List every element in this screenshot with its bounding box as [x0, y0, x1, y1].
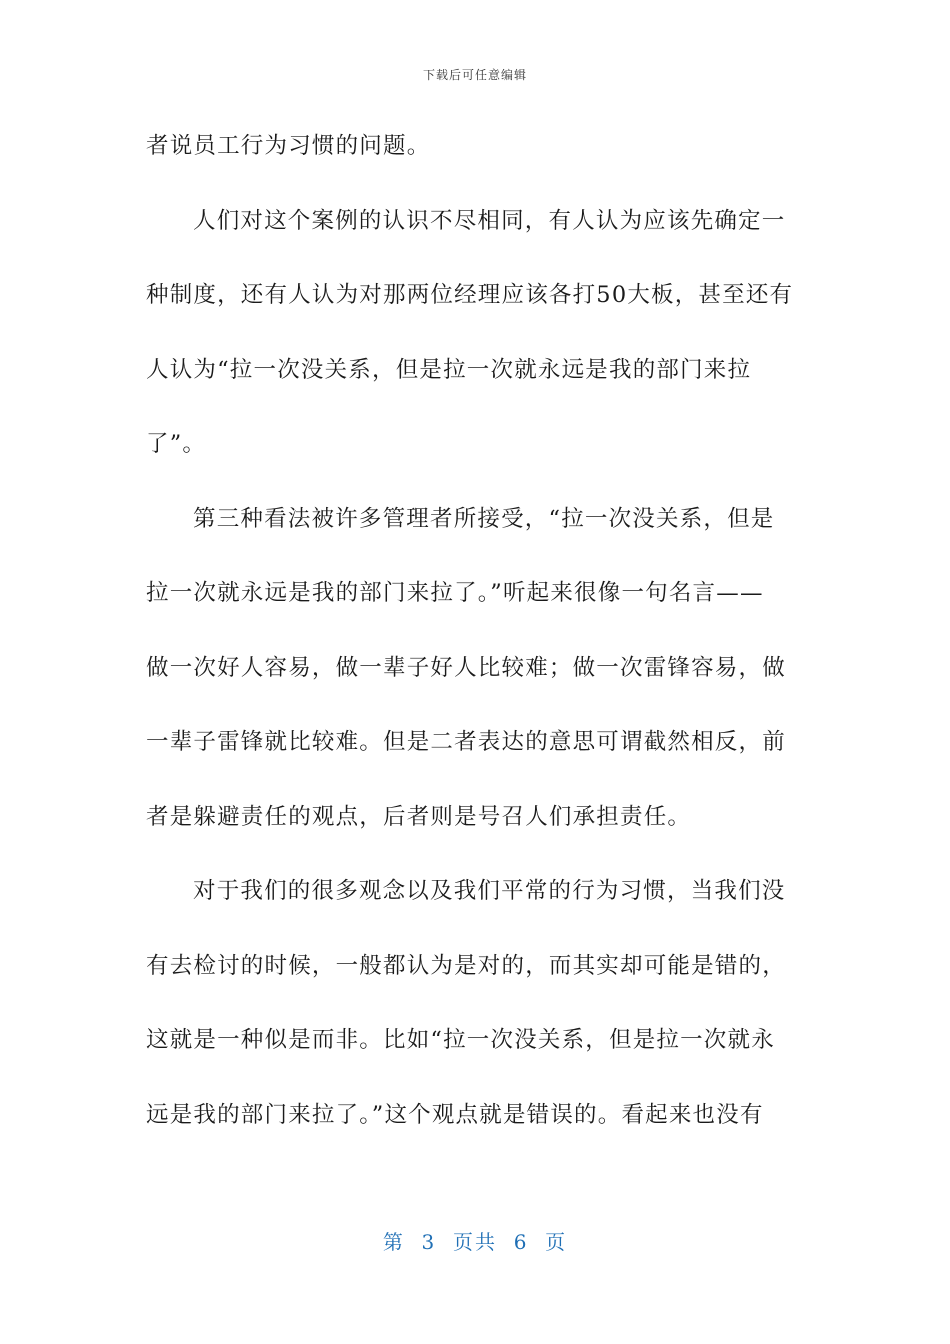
- text-line: 这就是一种似是而非。比如“拉一次没关系，但是拉一次就永: [146, 1027, 775, 1053]
- text-line: 者说员工行为习惯的问题。: [146, 133, 431, 159]
- text-line: 者是躲避责任的观点，后者则是号召人们承担责任。: [146, 803, 692, 830]
- text-line: 种制度，还有人认为对那两位经理应该各打50大板，甚至还有: [146, 282, 794, 308]
- page-number-label: 第 3 页共 6 页: [382, 1230, 568, 1254]
- header-note: 下载后可任意编辑: [422, 68, 527, 82]
- text-line: 有去检讨的时候，一般都认为是对的，而其实却可能是错的，: [146, 952, 786, 979]
- text-line: 做一次好人容易，做一辈子好人比较难；做一次雷锋容易，做: [146, 654, 786, 681]
- text-line: 第三种看法被许多管理者所接受，“拉一次没关系，但是: [193, 505, 775, 532]
- document-body: [146, 126, 796, 1169]
- text-line: 一辈子雷锋就比较难。但是二者表达的意思可谓截然相反，前: [146, 729, 786, 755]
- page-number-footer: [0, 1226, 950, 1255]
- text-line: 拉一次就永远是我的部门来拉了。”听起来很像一句名言——: [146, 580, 764, 606]
- text-line: 了”。: [146, 431, 207, 457]
- text-line: 对于我们的很多观念以及我们平常的行为习惯，当我们没: [193, 878, 786, 904]
- text-line: 人认为“拉一次没关系，但是拉一次就永远是我的部门来拉: [146, 356, 752, 383]
- text-line: 人们对这个案例的认识不尽相同，有人认为应该先确定一: [193, 207, 786, 234]
- text-line: 远是我的部门来拉了。”这个观点就是错误的。看起来也没有: [146, 1101, 764, 1128]
